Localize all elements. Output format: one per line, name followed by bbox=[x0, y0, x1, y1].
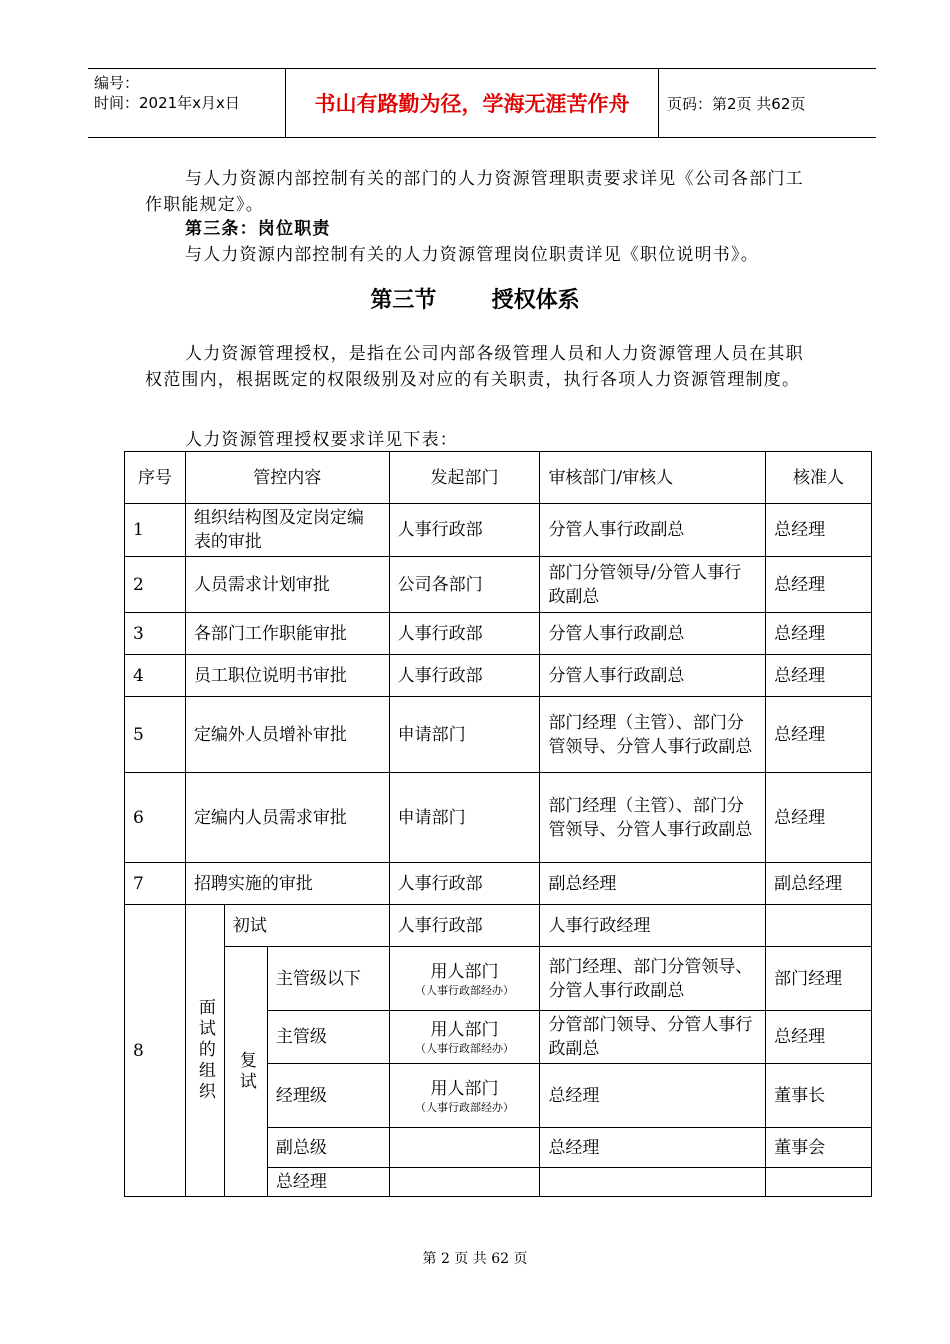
initiating-dept: 公司各部门 bbox=[389, 557, 540, 613]
table-row bbox=[125, 613, 872, 655]
approver: 部门经理 bbox=[766, 947, 872, 1011]
reviewer: 部门经理、部门分管领导、分管人事行政副总 bbox=[540, 947, 766, 1011]
initiating-dept: 人事行政部 bbox=[389, 655, 540, 697]
reviewer: 分管人事行政副总 bbox=[540, 504, 766, 557]
paragraph-2: 与人力资源内部控制有关的人力资源管理岗位职责详见《职位说明书》。 bbox=[185, 245, 759, 265]
section-name: 授权体系 bbox=[491, 288, 580, 313]
initiating-dept bbox=[389, 1064, 540, 1128]
control-content: 各部门工作职能审批 bbox=[185, 613, 389, 655]
table-row bbox=[125, 863, 872, 905]
approver bbox=[766, 1168, 872, 1197]
row-number: 5 bbox=[125, 697, 186, 773]
header-slogan: 书山有路勤为径，学海无涯苦作舟 bbox=[286, 69, 659, 137]
control-content: 员工职位说明书审批 bbox=[185, 655, 389, 697]
number-label: 编号： bbox=[94, 74, 140, 92]
initiating-dept: 人事行政部 bbox=[389, 504, 540, 557]
initiating-dept: 人事行政部 bbox=[389, 905, 540, 947]
row-number: 1 bbox=[125, 504, 186, 557]
reviewer: 总经理 bbox=[540, 1064, 766, 1128]
interview-group-label: 面试的组织 bbox=[185, 905, 224, 1197]
header-cell: 序号 bbox=[125, 452, 186, 504]
table-row bbox=[125, 697, 872, 773]
reviewer: 副总经理 bbox=[540, 863, 766, 905]
reviewer: 分管部门领导、分管人事行政副总 bbox=[540, 1011, 766, 1064]
initiating-dept bbox=[389, 1128, 540, 1168]
header-cell: 核准人 bbox=[766, 452, 872, 504]
approver: 总经理 bbox=[766, 1011, 872, 1064]
level: 副总级 bbox=[267, 1128, 389, 1168]
table-header-row bbox=[125, 452, 872, 504]
initiating-dept: 申请部门 bbox=[389, 697, 540, 773]
table-row bbox=[125, 773, 872, 863]
control-content: 定编内人员需求审批 bbox=[185, 773, 389, 863]
approver: 总经理 bbox=[766, 697, 872, 773]
page-header bbox=[88, 68, 876, 138]
reviewer: 总经理 bbox=[540, 1128, 766, 1168]
reviewer: 人事行政经理 bbox=[540, 905, 766, 947]
header-page-label: 页码：第2页 共62页 bbox=[667, 94, 806, 113]
dept-note: （人事行政部经办） bbox=[415, 1100, 515, 1114]
reviewer: 部门经理（主管）、部门分管领导、分管人事行政副总 bbox=[540, 697, 766, 773]
table-row bbox=[125, 557, 872, 613]
control-content: 人员需求计划审批 bbox=[185, 557, 389, 613]
initiating-dept bbox=[389, 1011, 540, 1064]
paragraph-1: 与人力资源内部控制有关的部门的人力资源管理职责要求详见《公司各部门工作职能规定》。 bbox=[145, 169, 804, 215]
table-row bbox=[125, 947, 872, 1011]
section-title bbox=[0, 283, 950, 314]
section-number: 第三节 bbox=[370, 288, 437, 313]
approver: 董事长 bbox=[766, 1064, 872, 1128]
approver: 总经理 bbox=[766, 504, 872, 557]
control-content: 招聘实施的审批 bbox=[185, 863, 389, 905]
row-number: 7 bbox=[125, 863, 186, 905]
approver: 总经理 bbox=[766, 613, 872, 655]
row-number: 2 bbox=[125, 557, 186, 613]
paragraph-4: 人力资源管理授权要求详见下表： bbox=[185, 430, 458, 450]
approver: 总经理 bbox=[766, 557, 872, 613]
approver: 总经理 bbox=[766, 773, 872, 863]
table-row bbox=[125, 655, 872, 697]
first-interview-label: 初试 bbox=[224, 905, 389, 947]
row-number: 8 bbox=[125, 905, 186, 1197]
approver: 总经理 bbox=[766, 655, 872, 697]
level: 主管级以下 bbox=[267, 947, 389, 1011]
level: 主管级 bbox=[267, 1011, 389, 1064]
initiating-dept: 人事行政部 bbox=[389, 613, 540, 655]
initiating-dept: 人事行政部 bbox=[389, 863, 540, 905]
header-cell: 审核部门/审核人 bbox=[540, 452, 766, 504]
approver: 副总经理 bbox=[766, 863, 872, 905]
approver: 董事会 bbox=[766, 1128, 872, 1168]
initiating-dept: 申请部门 bbox=[389, 773, 540, 863]
dept-main: 用人部门 bbox=[430, 961, 499, 982]
header-cell: 管控内容 bbox=[185, 452, 389, 504]
level: 总经理 bbox=[267, 1168, 389, 1197]
initiating-dept bbox=[389, 1168, 540, 1197]
row-number: 4 bbox=[125, 655, 186, 697]
level: 经理级 bbox=[267, 1064, 389, 1128]
control-content: 组织结构图及定岗定编表的审批 bbox=[185, 504, 389, 557]
initiating-dept bbox=[389, 947, 540, 1011]
reviewer: 部门分管领导/分管人事行政副总 bbox=[540, 557, 766, 613]
page-footer: 第 2 页 共 62 页 bbox=[422, 1251, 528, 1267]
authorization-table bbox=[124, 451, 872, 1197]
reviewer bbox=[540, 1168, 766, 1197]
table-row bbox=[125, 905, 872, 947]
approver bbox=[766, 905, 872, 947]
paragraph-3: 人力资源管理授权，是指在公司内部各级管理人员和人力资源管理人员在其职权范围内，根据既定的权限级别及对应的有关职责，执行各项人力资源管理制度。 bbox=[145, 344, 804, 390]
dept-note: （人事行政部经办） bbox=[415, 1042, 515, 1055]
table-row bbox=[125, 504, 872, 557]
dept-main: 用人部门 bbox=[430, 1020, 499, 1040]
header-meta bbox=[88, 69, 286, 137]
row-number: 6 bbox=[125, 773, 186, 863]
article-3-title: 第三条：岗位职责 bbox=[185, 219, 331, 239]
reviewer: 分管人事行政副总 bbox=[540, 613, 766, 655]
time-label: 时间：2021年x月x日 bbox=[94, 94, 240, 112]
dept-note: （人事行政部经办） bbox=[415, 983, 515, 997]
control-content: 定编外人员增补审批 bbox=[185, 697, 389, 773]
second-interview-label: 复试 bbox=[224, 947, 267, 1197]
header-cell: 发起部门 bbox=[389, 452, 540, 504]
reviewer: 分管人事行政副总 bbox=[540, 655, 766, 697]
row-number: 3 bbox=[125, 613, 186, 655]
reviewer: 部门经理（主管）、部门分管领导、分管人事行政副总 bbox=[540, 773, 766, 863]
dept-main: 用人部门 bbox=[430, 1078, 499, 1099]
